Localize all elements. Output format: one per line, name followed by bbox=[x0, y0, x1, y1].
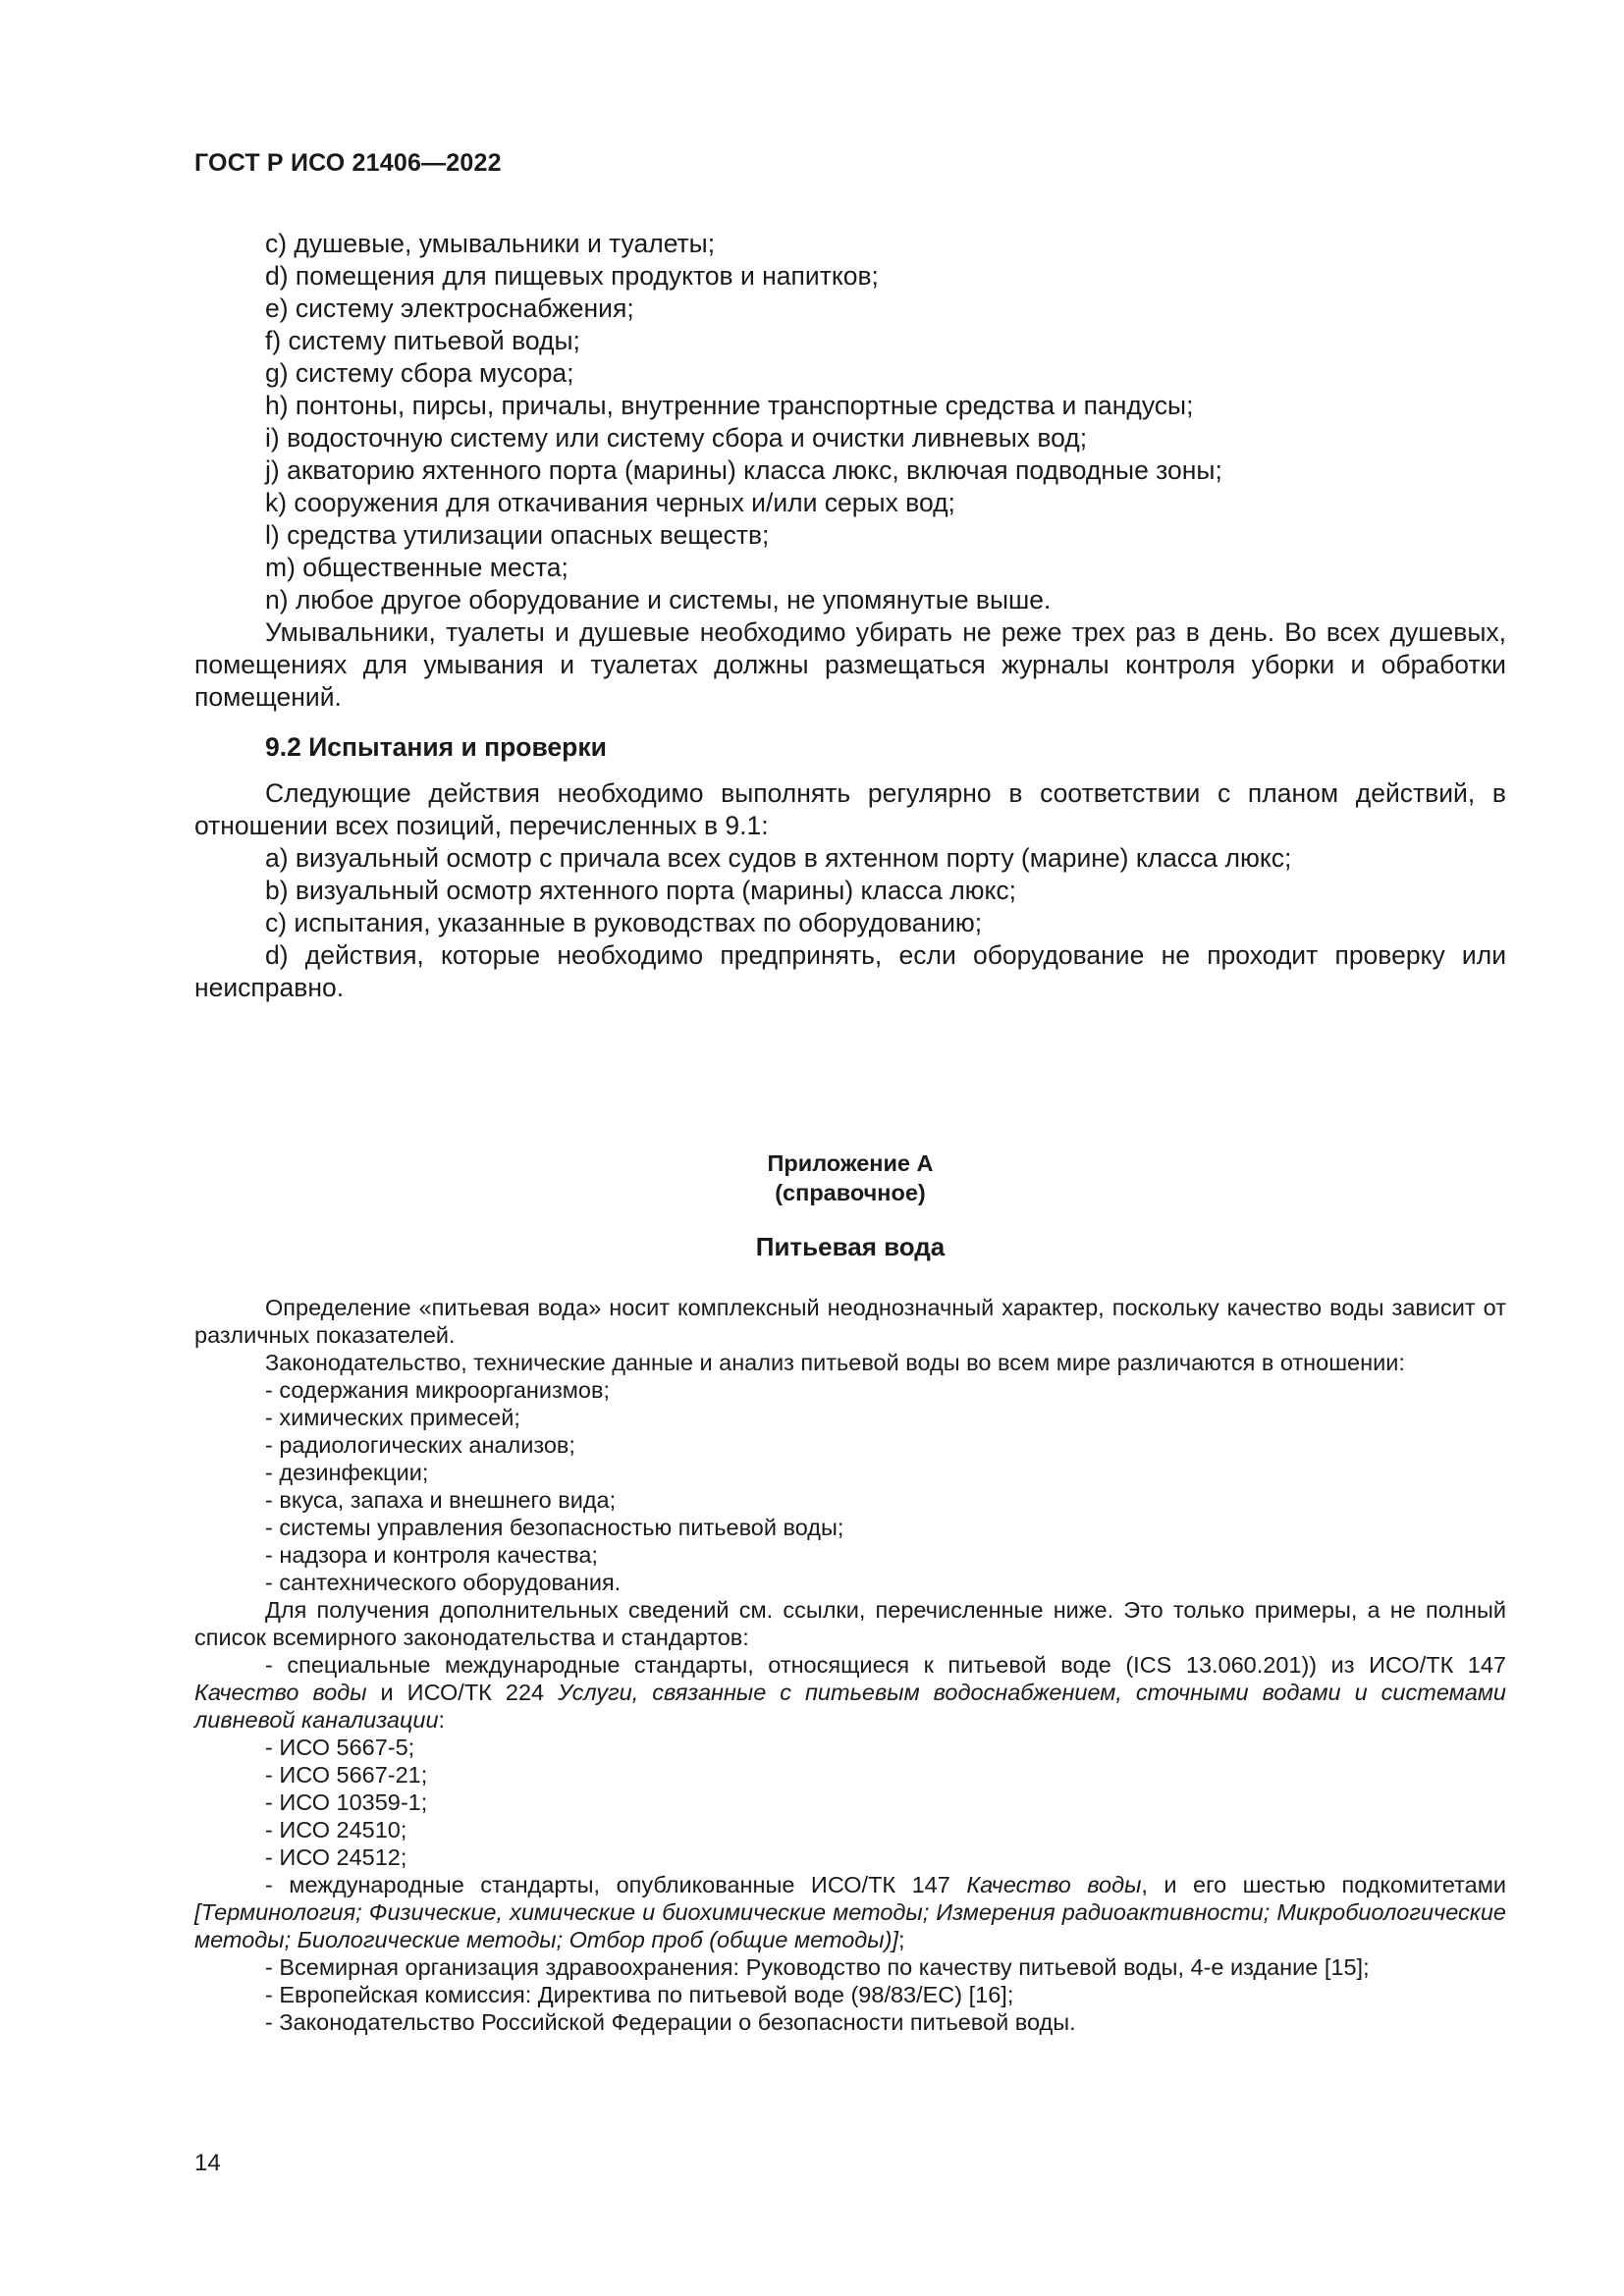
list-item: c) душевые, умывальники и туалеты; bbox=[265, 229, 716, 258]
paragraph: Следующие действия необходимо выполнять регулярно в соответствии с планом действий, в отношении всех позиций, перечисленных в 9.1: bbox=[194, 778, 1506, 840]
text-span: и ИСО/ТК 224 bbox=[366, 1680, 559, 1705]
list-item: c) испытания, указанные в руководствах по оборудованию; bbox=[265, 908, 983, 937]
appendix-label: Приложение А bbox=[767, 1150, 934, 1176]
list-item: - сантехнического оборудования. bbox=[265, 1570, 622, 1595]
text-span: ; bbox=[897, 1927, 905, 1952]
text-span: , и его шестью подкомитетами bbox=[1141, 1872, 1507, 1897]
list-item: b) визуальный осмотр яхтенного порта (марины) класса люкс; bbox=[265, 876, 1017, 905]
list-item: - дезинфекции; bbox=[265, 1460, 429, 1485]
appendix-status: (справочное) bbox=[775, 1180, 926, 1205]
paragraph: Для получения дополнительных сведений см. ссылки, перечисленные ниже. Это только примеры, а не полный список всемирного законодательства и стандартов: bbox=[194, 1597, 1506, 1650]
italic-title: [Терминология; Физические, химические и биохимические методы; Измерения радиоактивности; Микробиологические методы; Биологические методы; Отбор проб (общие методы)] bbox=[194, 1899, 1506, 1952]
list-item: - ИСО 10359-1; bbox=[265, 1789, 428, 1815]
list-item: d) помещения для пищевых продуктов и напитков; bbox=[265, 261, 879, 291]
list-item: k) сооружения для откачивания черных и/или серых вод; bbox=[265, 488, 955, 517]
list-item: g) систему сбора мусора; bbox=[265, 358, 574, 388]
document-header: ГОСТ Р ИСО 21406—2022 bbox=[194, 149, 502, 177]
appendix-content bbox=[194, 1294, 1506, 2036]
text-span: - международные стандарты, опубликованные ИСО/ТК 147 bbox=[265, 1872, 967, 1897]
text-span: - специальные международные стандарты, относящиеся к питьевой воде (ICS 13.060.201)) из ИСО/ТК 147 bbox=[265, 1652, 1506, 1678]
list-item: - системы управления безопасностью питьевой воды; bbox=[265, 1515, 844, 1540]
italic-title: Услуги, связанные с питьевым водоснабжением, сточными водами и системами ливневой канализации bbox=[194, 1680, 1506, 1733]
list-item: - ИСО 5667-21; bbox=[265, 1762, 428, 1788]
list-item: - Европейская комиссия: Директива по питьевой воде (98/83/EC) [16]; bbox=[265, 1982, 1014, 2007]
paragraph-iso-tc bbox=[194, 1651, 1506, 1734]
list-item: - ИСО 24510; bbox=[265, 1817, 407, 1842]
italic-title: Качество воды bbox=[966, 1872, 1142, 1897]
section-title: 9.2 Испытания и проверки bbox=[265, 732, 607, 762]
list-item: l) средства утилизации опасных веществ; bbox=[265, 520, 770, 550]
list-item: m) общественные места; bbox=[265, 553, 568, 582]
paragraph: Определение «питьевая вода» носит комплексный неоднозначный характер, поскольку качество воды зависит от различных показателей. bbox=[194, 1295, 1506, 1348]
list-item: - химических примесей; bbox=[265, 1405, 520, 1430]
list-item: - содержания микроорганизмов; bbox=[265, 1377, 611, 1403]
page-number: 14 bbox=[194, 2150, 221, 2176]
list-item: - Законодательство Российской Федерации о безопасности питьевой воды. bbox=[265, 2009, 1076, 2035]
list-item: j) акваторию яхтенного порта (марины) класса люкс, включая подводные зоны; bbox=[265, 455, 1222, 485]
text-span: : bbox=[438, 1707, 446, 1733]
main-content bbox=[194, 228, 1506, 1004]
list-item: i) водосточную систему или систему сбора и очистки ливневых вод; bbox=[265, 423, 1088, 453]
list-item: f) систему питьевой воды; bbox=[265, 326, 580, 355]
italic-title: Качество воды bbox=[194, 1680, 367, 1705]
list-item: e) систему электроснабжения; bbox=[265, 294, 634, 323]
paragraph: Умывальники, туалеты и душевые необходимо убирать не реже трех раз в день. Во всех душевых, помещениях для умывания и туалетах должны размещаться журналы контроля уборки и обработки помещений. bbox=[194, 617, 1506, 712]
list-item: h) понтоны, пирсы, причалы, внутренние транспортные средства и пандусы; bbox=[265, 391, 1194, 420]
paragraph-iso-tc bbox=[194, 1871, 1506, 1953]
list-item: - радиологических анализов; bbox=[265, 1432, 575, 1458]
appendix bbox=[194, 1148, 1506, 1262]
list-item: - надзора и контроля качества; bbox=[265, 1542, 598, 1568]
list-item: - Всемирная организация здравоохранения: Руководство по качеству питьевой воды, 4-е издание [15]; bbox=[265, 1954, 1370, 1980]
list-item: - ИСО 5667-5; bbox=[265, 1735, 415, 1760]
list-item: n) любое другое оборудование и системы, не упомянутые выше. bbox=[265, 585, 1052, 614]
list-item: d) действия, которые необходимо предпринять, если оборудование не проходит проверку или неисправно. bbox=[194, 940, 1506, 1002]
paragraph: Законодательство, технические данные и анализ питьевой воды во всем мире различаются в отношении: bbox=[265, 1350, 1405, 1375]
list-item: - вкуса, запаха и внешнего вида; bbox=[265, 1487, 617, 1513]
list-item: a) визуальный осмотр с причала всех судов в яхтенном порту (марине) класса люкс; bbox=[265, 843, 1292, 873]
list-item: - ИСО 24512; bbox=[265, 1844, 407, 1870]
appendix-title: Питьевая вода bbox=[755, 1232, 946, 1261]
